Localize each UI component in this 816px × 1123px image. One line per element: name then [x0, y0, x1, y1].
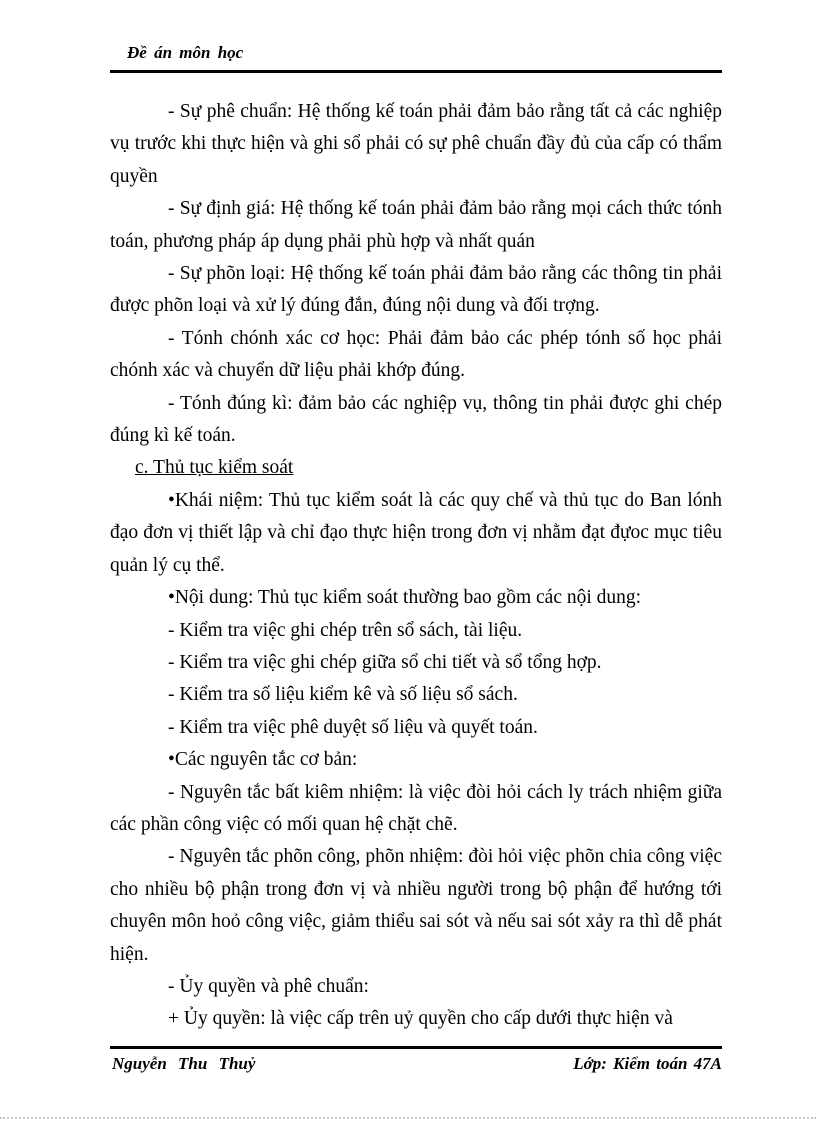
- paragraph-text: + Ủy quyền: là việc cấp trên uỷ quyền cho cấp dưới thực hiện và: [168, 1008, 673, 1030]
- paragraph-text: - Kiểm tra việc ghi chép trên sổ sách, tài liệu.: [168, 619, 523, 641]
- footer-class-label: Lớp: Kiểm toán 47A: [573, 1054, 722, 1073]
- document-body: [110, 96, 722, 1036]
- paragraph-text: - Kiểm tra việc ghi chép giữa sổ chi tiết và sổ tổng hợp.: [168, 651, 602, 673]
- paragraph: [110, 744, 722, 776]
- paragraph: [110, 777, 722, 842]
- paragraph-text: - Nguyên tắc bất kiêm nhiệm: là việc đòi hỏi cách ly trách nhiệm giữa các phần công việc có mối quan hệ chặt chẽ.: [110, 781, 722, 835]
- header-rule: [110, 70, 722, 73]
- paragraph: [110, 679, 722, 711]
- paragraph: [110, 323, 722, 388]
- paragraph-text: c. Thủ tục kiểm soát: [135, 457, 294, 479]
- paragraph: [110, 193, 722, 258]
- paragraph-text: •Nội dung: Thủ tục kiểm soát thường bao gồm các nội dung:: [168, 587, 642, 609]
- paragraph: [110, 1003, 722, 1035]
- paragraph-text: - Nguyên tắc phõn công, phõn nhiệm: đòi hỏi việc phõn chia công việc cho nhiều bộ phận trong đơn vị và nhiều người trong bộ phận để hướng tới chuyên môn hoỏ công việc, giảm thiểu sai sót và nếu sai sót xảy ra thì dễ phát hiện.: [110, 846, 722, 965]
- paragraph: [110, 96, 722, 193]
- paragraph-text: - Sự định giá: Hệ thống kế toán phải đảm bảo rằng mọi cách thức tónh toán, phương pháp áp dụng phải phù hợp và nhất quán: [110, 198, 722, 252]
- paragraph: [110, 712, 722, 744]
- paragraph: [110, 258, 722, 323]
- paragraph: [110, 615, 722, 647]
- section-heading: [110, 452, 722, 484]
- page-header-title: Đề án môn học: [127, 43, 244, 62]
- paragraph: [110, 582, 722, 614]
- paragraph: [110, 388, 722, 453]
- paragraph-text: •Các nguyên tắc cơ bản:: [168, 749, 358, 771]
- paragraph: [110, 647, 722, 679]
- paragraph-text: - Tónh chónh xác cơ học: Phải đảm bảo các phép tónh số học phải chónh xác và chuyển dữ liệu phải khớp đúng.: [110, 327, 722, 382]
- paragraph-text: - Tónh đúng kì: đảm bảo các nghiệp vụ, thông tin phải được ghi chép đúng kì kế toán.: [110, 392, 722, 447]
- paragraph-text: - Sự phê chuẩn: Hệ thống kế toán phải đảm bảo rằng tất cả các nghiệp vụ trước khi thực hiện và ghi sổ phải có sự phê chuẩn đầy đủ của cấp có thẩm quyền: [110, 101, 722, 187]
- paragraph-text: - Kiểm tra số liệu kiểm kê và số liệu sổ sách.: [168, 684, 518, 706]
- paragraph: [110, 971, 722, 1003]
- paragraph-text: - Kiểm tra việc phê duyệt số liệu và quyết toán.: [168, 716, 538, 738]
- paragraph: [110, 485, 722, 582]
- footer-rule: [110, 1046, 722, 1049]
- page-footer: [112, 1054, 722, 1074]
- page-bottom-dotted-rule: [0, 1117, 816, 1119]
- paragraph-text: - Sự phõn loại: Hệ thống kế toán phải đảm bảo rằng các thông tin phải được phõn loại và xử lý đúng đắn, đúng nội dung và đối trợng.: [110, 263, 722, 317]
- footer-author-name: Nguyễn Thu Thuỷ: [112, 1054, 256, 1073]
- paragraph-text: •Khái niệm: Thủ tục kiểm soát là các quy chế và thủ tục do Ban lónh đạo đơn vị thiết lập và chỉ đạo thực hiện trong đơn vị nhằm đạt đựoc mục tiêu quản lý cụ thể.: [110, 489, 722, 576]
- paragraph: [110, 841, 722, 971]
- paragraph-text: - Ủy quyền và phê chuẩn:: [168, 975, 369, 997]
